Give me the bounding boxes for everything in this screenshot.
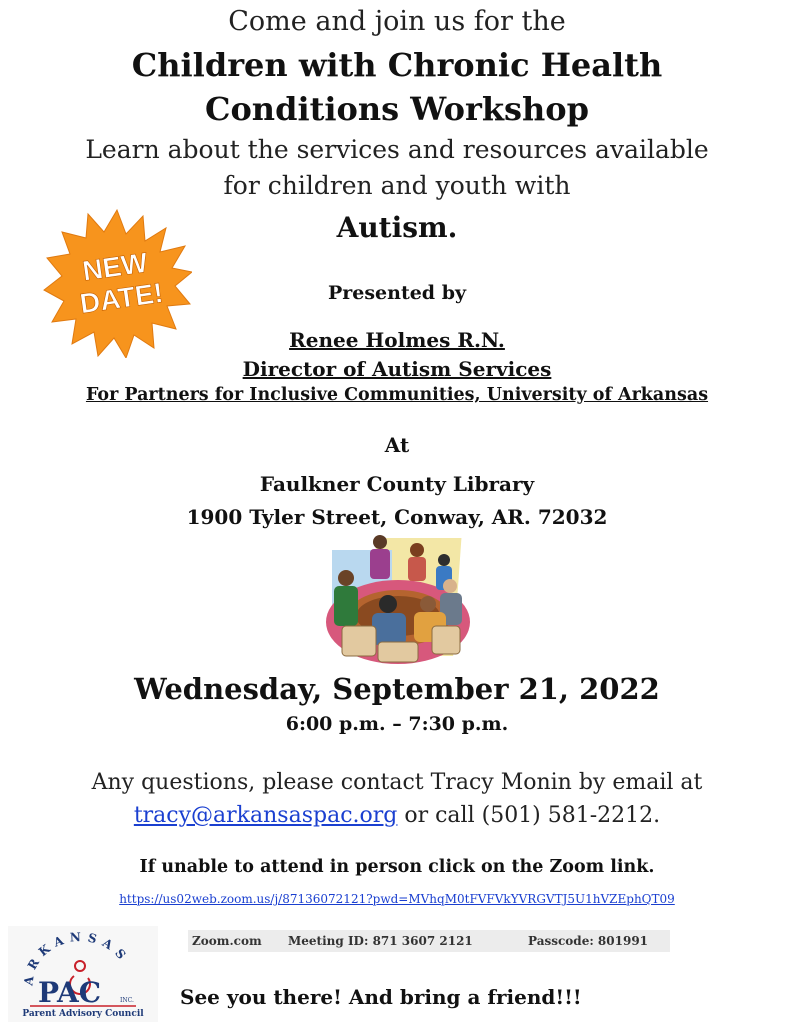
intro-text: Come and join us for the [228, 6, 566, 37]
at-label: At [384, 433, 410, 457]
event-time: 6:00 p.m. – 7:30 p.m. [285, 713, 509, 735]
venue-address: 1900 Tyler Street, Conway, AR. 72032 [186, 505, 608, 529]
meeting-group-clipart [322, 530, 472, 668]
meeting-id: Meeting ID: 871 3607 2121 [288, 934, 473, 948]
presented-by-label: Presented by [327, 282, 467, 304]
event-date: Wednesday, September 21, 2022 [134, 672, 660, 706]
presenter-role: Director of Autism Services [242, 357, 552, 381]
meeting-info-bar [188, 930, 670, 952]
title-line-1: Children with Chronic Health [131, 46, 663, 84]
learn-line-1: Learn about the services and resources available [85, 135, 709, 164]
learn-line-2: for children and youth with [223, 171, 571, 200]
logo-inc-text: INC. [120, 997, 134, 1004]
logo-main-text: PAC [38, 976, 102, 1009]
pac-logo [8, 926, 158, 1022]
venue-name: Faulkner County Library [259, 472, 535, 496]
zoom-site: Zoom.com [192, 934, 262, 948]
zoom-link[interactable]: https://us02web.zoom.us/j/87136072121?pwd=MVhqM0tFVFVkYVRGVTJ5U1hVZEphQT09 [119, 892, 675, 906]
contact-line-1: Any questions, please contact Tracy Monin by email at [91, 770, 703, 795]
presenter-name: Renee Holmes R.N. [289, 328, 505, 352]
email-link[interactable]: tracy@arkansaspac.org [133, 803, 398, 828]
zoom-prompt: If unable to attend in person click on the Zoom link. [139, 857, 655, 877]
badge-line-2: DATE! [77, 276, 165, 320]
presenter-organization: For Partners for Inclusive Communities, University of Arkansas [85, 385, 709, 405]
contact-phone-text: or call (501) 581-2212. [397, 803, 661, 828]
meeting-passcode: Passcode: 801991 [528, 934, 649, 948]
contact-line-2 [0, 803, 794, 828]
closing-text: See you there! And bring a friend!!! [180, 985, 582, 1009]
badge-line-1: NEW [80, 246, 150, 287]
logo-arc-text: ARKANSAS [21, 929, 133, 987]
logo-sub-text: Parent Advisory Council [22, 1009, 144, 1019]
topic-heading: Autism. [336, 211, 458, 244]
title-line-2: Conditions Workshop [204, 90, 589, 128]
